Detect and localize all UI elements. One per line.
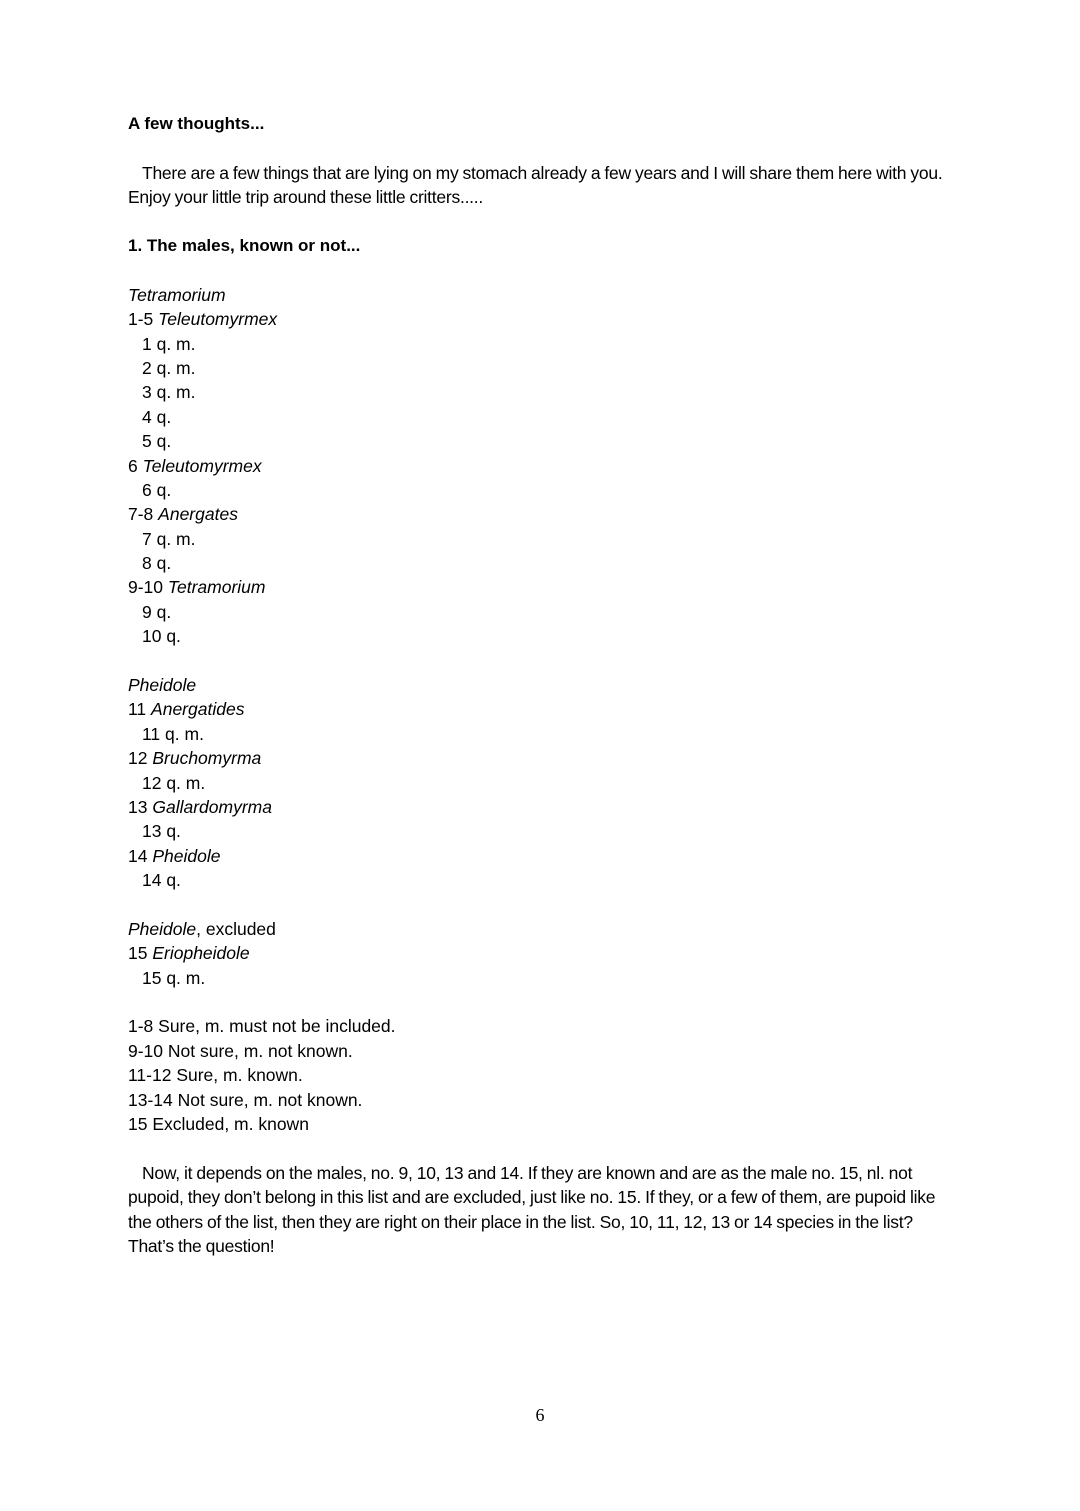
species-entry: [128, 307, 953, 331]
caste-item: 1 q. m.: [142, 333, 196, 354]
entry-number: 12: [128, 748, 148, 769]
caste-item: 11 q. m.: [142, 723, 204, 744]
summary-item: 9-10 Not sure, m. not known.: [128, 1040, 353, 1061]
summary-item: 11-12 Sure, m. known.: [128, 1065, 303, 1086]
species-group: [128, 917, 953, 1015]
genus-heading: [128, 283, 953, 307]
spacer: [128, 649, 953, 673]
species-name: Anergatides: [151, 699, 245, 720]
species-entry: [128, 575, 953, 599]
caste-item: 15 q. m.: [142, 967, 206, 988]
spacer: [128, 210, 953, 234]
spacer: [128, 990, 953, 1014]
species-entry: [128, 795, 953, 819]
species-entry: [128, 746, 953, 770]
caste-item: 7 q. m.: [142, 528, 196, 549]
caste-item: 8 q.: [142, 553, 172, 574]
caste-item: 12 q. m.: [142, 772, 206, 793]
intro-paragraph: There are a few things that are lying on my stomach already a few years and I will share them here with you. Enjoy your little trip around these little critters.....: [128, 162, 943, 208]
entry-number: 13: [128, 796, 148, 817]
entry-number: 11: [128, 699, 147, 720]
document-page: [128, 112, 953, 1258]
spacer: [128, 136, 953, 160]
caste-item: 3 q. m.: [142, 382, 196, 403]
caste-item: 6 q.: [142, 479, 172, 500]
species-name: Pheidole: [152, 845, 221, 866]
genus-suffix: , excluded: [196, 918, 276, 939]
entry-number: 7-8: [128, 504, 154, 525]
species-entry: [128, 844, 953, 868]
species-name: Tetramorium: [167, 577, 266, 598]
species-name: Teleutomyrmex: [142, 455, 262, 476]
entry-number: 6: [128, 455, 138, 476]
section-heading: 1. The males, known or not...: [128, 235, 361, 255]
species-name: Anergates: [158, 504, 238, 525]
entry-number: 9-10: [128, 577, 164, 598]
species-entry: [128, 941, 953, 965]
caste-item: 2 q. m.: [142, 357, 196, 378]
summary-item: 15 Excluded, m. known: [128, 1114, 309, 1135]
genus-heading: [128, 673, 953, 697]
species-group: [128, 673, 953, 917]
spacer: [128, 258, 953, 282]
caste-item: 13 q.: [142, 821, 181, 842]
page-number: 6: [535, 1405, 545, 1425]
caste-item: 9 q.: [142, 601, 172, 622]
caste-item: 10 q.: [142, 626, 181, 647]
species-groups: [128, 283, 953, 1015]
spacer: [128, 1136, 953, 1160]
species-name: Eriopheidole: [152, 943, 250, 964]
entry-number: 15: [128, 943, 148, 964]
genus-name: Tetramorium: [128, 284, 226, 305]
summary-item: 13-14 Not sure, m. not known.: [128, 1089, 363, 1110]
species-entry: [128, 454, 953, 478]
species-name: Gallardomyrma: [152, 796, 272, 817]
genus-name: Pheidole: [128, 675, 197, 696]
caste-item: 5 q.: [142, 431, 172, 452]
spacer: [128, 893, 953, 917]
genus-name: Pheidole: [128, 918, 197, 939]
species-entry: [128, 502, 953, 526]
entry-number: 1-5: [128, 309, 154, 330]
species-group: [128, 283, 953, 673]
species-name: Bruchomyrma: [152, 748, 262, 769]
entry-number: 14: [128, 845, 148, 866]
conclusion-paragraph: Now, it depends on the males, no. 9, 10, 13 and 14. If they are known and are as the male no. 15, nl. not pupoid, they don’t belong in this list and are excluded, just like no. 15. If they, or a few of them, are pupoid like the others of the list, then they are right on their place in the list. So, 10, 11, 12, 13 or 14 species in the list? That’s the question!: [128, 1162, 936, 1257]
page-title: A few thoughts...: [128, 114, 265, 133]
caste-item: 4 q.: [142, 406, 172, 427]
species-name: Teleutomyrmex: [158, 309, 278, 330]
genus-heading: [128, 917, 953, 941]
species-entry: [128, 697, 953, 721]
summary-item: 1-8 Sure, m. must not be included.: [128, 1016, 396, 1037]
caste-item: 14 q.: [142, 870, 181, 891]
summary-list: [128, 1014, 953, 1136]
